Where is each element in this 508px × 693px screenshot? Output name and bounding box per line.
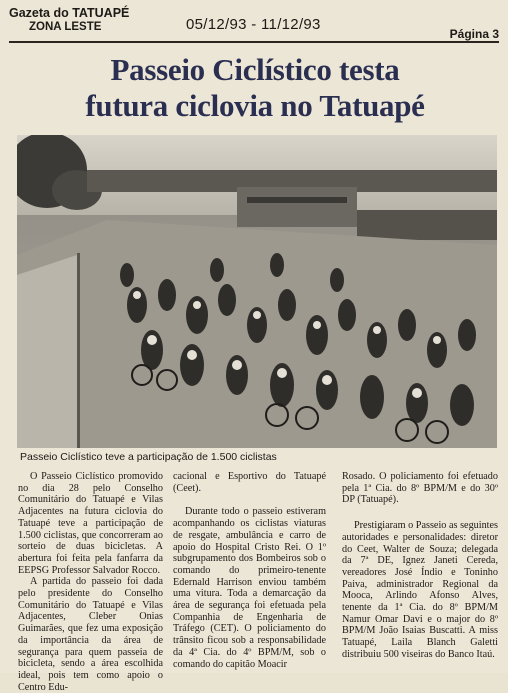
issue-dates: 05/12/93 - 11/12/93 [186, 16, 321, 33]
photo-illustration [17, 135, 497, 448]
headline-line-1: Passeio Ciclístico testa [110, 52, 400, 87]
paragraph: Rosado. O policiamento foi efetuado pela 1ª Cia. do 8º BPM/M e do 30º DP (Tatuapé). [342, 471, 498, 506]
article-column-2 [173, 471, 326, 670]
page-number: Página 3 [449, 27, 499, 41]
edition-name: ZONA LESTE [29, 21, 102, 33]
paragraph: Durante todo o passeio estiveram acompanhando os ciclistas viaturas de resgate, ambulância e carro de apoio do Hospital Cristo Rei. O 1º subgrupamento dos Bombeiros sob o comando do primeiro-tenente Edernald Harrison enviou também uma vitura. Toda a demarcação da área de segurança foi efetuada pela Companhia de Engenharia de Tráfego (CET). O policiamento do trânsito ficou sob a responsabilidade da 4ª Cia. do 4º BPM/M, sob o comando do capitão Moacir [173, 506, 326, 670]
paragraph: Prestigiaram o Passeio as seguintes autoridades e personalidades: diretor do Ceet, Walter de Souza; delegada da 7ª DE, Ignez Janeti Cereda, vereadores José Índio e Toninho Paiva, administrador Regional da Mooca, Arlindo Afonso Alves, tenente da 1ª Cia. do 8º BPM/M Namur Omar Davi e o major do 8º BPM/M João Isaias Buscatti. A miss Tatuapé, Laila Blanch Galetti distribuiu 500 viseiras do Banco Itaú. [342, 520, 498, 660]
header-rule [9, 41, 499, 43]
paragraph: cacional e Esportivo do Tatuapé (Ceet). [173, 471, 326, 494]
paper-name: Gazeta do TATUAPÉ [9, 6, 130, 20]
cyclists-photo [17, 135, 497, 448]
headline-line-2: futura ciclovia no Tatuapé [85, 88, 425, 123]
article-body [18, 471, 500, 693]
masthead [9, 6, 129, 34]
photo-caption: Passeio Ciclístico teve a participação de 1.500 ciclistas [20, 451, 277, 463]
paragraph: O Passeio Ciclístico promovido no dia 28 pelo Conselho Comunitário do Tatuapé e Vilas Adjacentes na futura ciclovia do Tatuapé teve a participação de 1.500 ciclistas, que concorreram ao sorteio de duas bicicletas. A abertura foi feita pela fanfarra da EEPSG Professor Salvador Rocco. [18, 471, 163, 576]
article-headline [20, 52, 490, 124]
paragraph: A partida do passeio foi dada pelo presidente do Conselho Comunitário do Tatuapé e Vilas Adjacentes, Cleber Onias Guimarães, que fez uma exposição da importância da área de segurança para quem passeia de bicicleta, sendo a área escolhida ideal, pois tem como apoio o Centro Edu- [18, 576, 163, 693]
article-column-3 [342, 471, 498, 661]
article-column-1 [18, 471, 163, 693]
